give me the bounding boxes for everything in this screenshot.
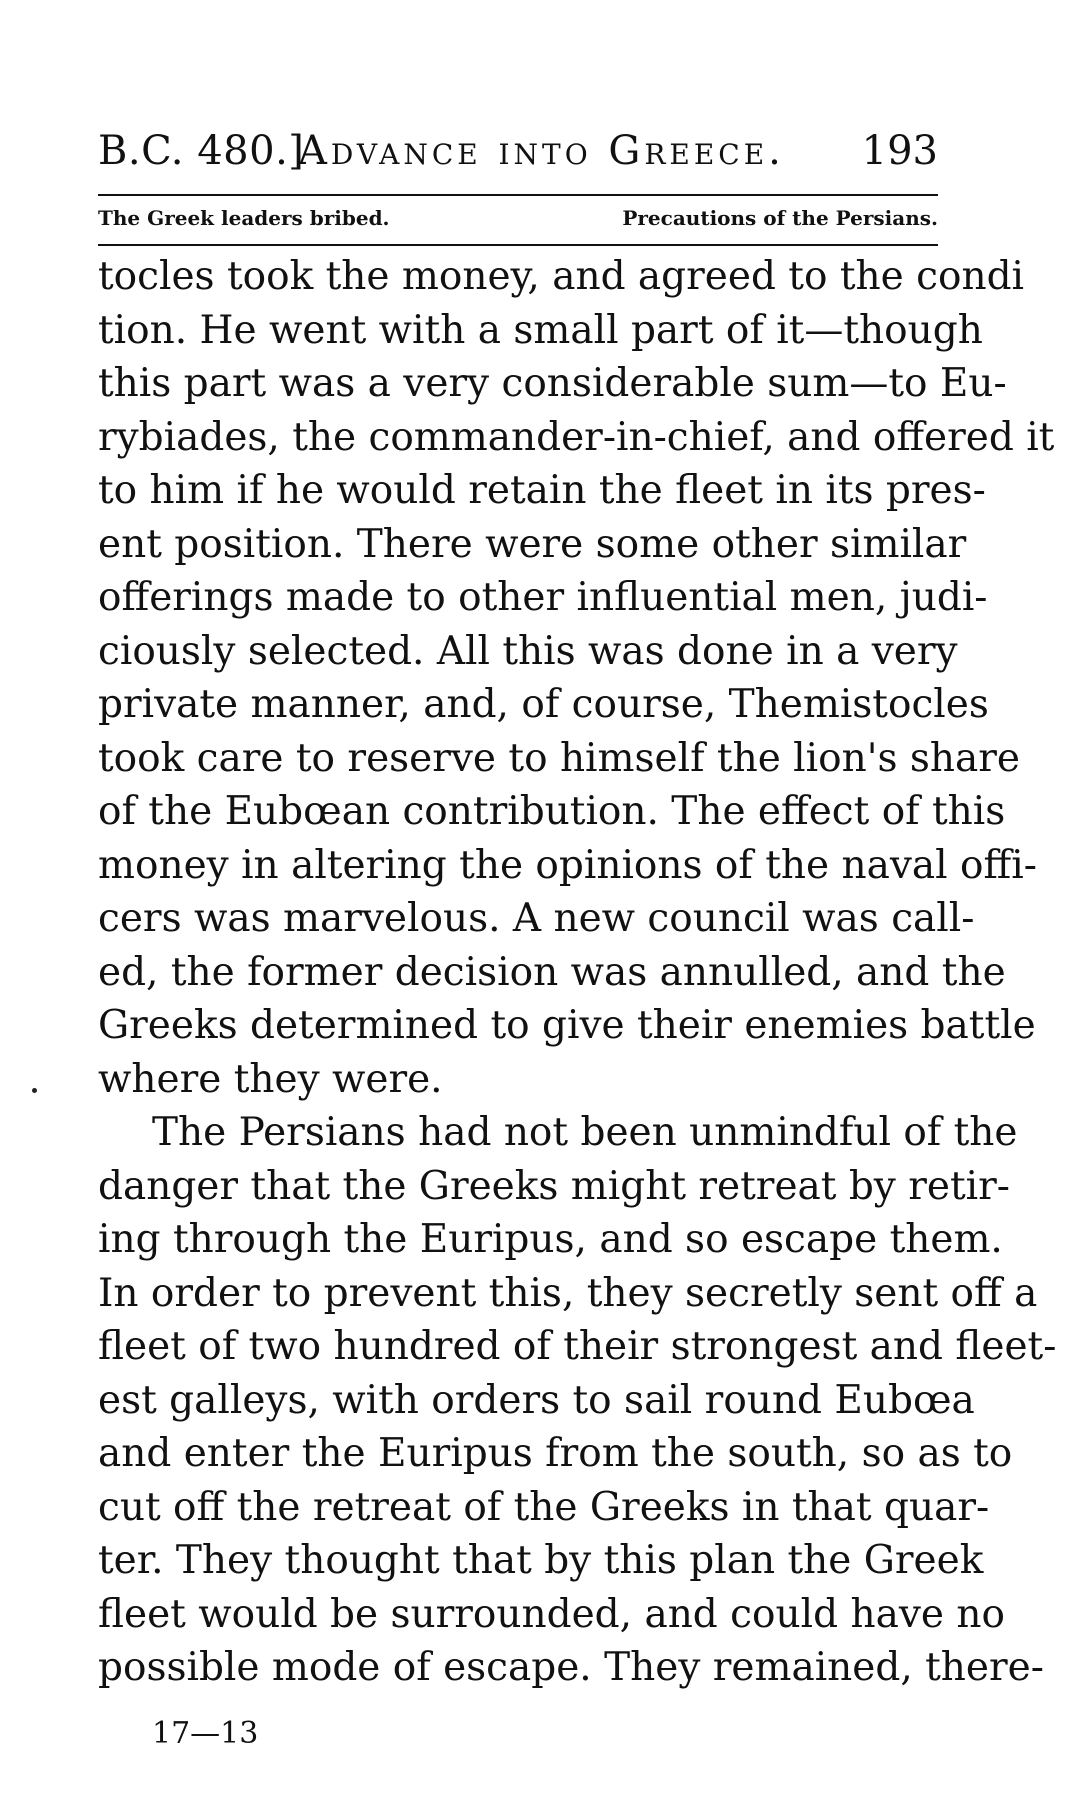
text-line: In order to prevent this, they secretly sent off a: [98, 1270, 1038, 1316]
text-line: this part was a very considerable sum—to Eu-: [98, 361, 1007, 406]
text-line: fleet would be surrounded, and could have no: [98, 1591, 1005, 1637]
text-line: tocles took the money, and agreed to the condi: [98, 254, 1025, 299]
text-line: est galleys, with orders to sail round Eubœa: [98, 1377, 975, 1423]
text-line: money in altering the opinions of the naval offi-: [98, 842, 1037, 888]
page-number: 193: [861, 128, 938, 174]
stray-ink-dot: [32, 1088, 37, 1093]
text-line: danger that the Greeks might retreat by retir-: [98, 1163, 1010, 1209]
text-line: private manner, and, of course, Themistocles: [98, 682, 989, 727]
sidehead-right: Precautions of the Persians.: [622, 206, 938, 230]
text-line: cut off the retreat of the Greeks in that quar-: [98, 1484, 990, 1530]
header-rule-top: [98, 194, 938, 196]
text-line: ter. They thought that by this plan the Greek: [98, 1538, 984, 1583]
text-line: where they were.: [98, 1056, 443, 1102]
paragraph-1: [98, 250, 1055, 1106]
text-line: ciously selected. All this was done in a very: [98, 628, 958, 674]
text-line: of the Eubœan contribution. The effect of this: [98, 789, 1006, 834]
text-line: to him if he would retain the fleet in its pres-: [98, 468, 986, 513]
text-line: possible mode of escape. They remained, there-: [98, 1645, 1044, 1690]
sideheads: [98, 206, 938, 238]
text-line: offerings made to other influential men, judi-: [98, 575, 988, 620]
text-line: ing through the Euripus, and so escape them.: [98, 1217, 1003, 1262]
text-line: tion. He went with a small part of it—though: [98, 307, 983, 353]
header-rule-bottom: [98, 244, 938, 246]
sidehead-left: The Greek leaders bribed.: [98, 206, 390, 230]
text-line: Greeks determined to give their enemies battle: [98, 1003, 1036, 1048]
text-line: ed, the former decision was annulled, and the: [98, 949, 1006, 995]
text-line: and enter the Euripus from the south, so as to: [98, 1431, 1013, 1476]
text-line: ent position. There were some other similar: [98, 521, 967, 567]
text-line: The Persians had not been unmindful of the: [152, 1110, 1018, 1155]
running-head: [98, 118, 938, 178]
running-head-date: B.C. 480.]: [98, 128, 305, 174]
running-head-title: Advance into Greece.: [298, 128, 785, 174]
text-line: fleet of two hundred of their strongest and fleet-: [98, 1324, 1057, 1369]
text-line: took care to reserve to himself the lion's share: [98, 735, 1020, 781]
body-text: [98, 250, 1057, 1695]
signature-mark: 17—13: [152, 1716, 259, 1751]
text-line: rybiades, the commander-in-chief, and offered it: [98, 414, 1055, 460]
paragraph-2: [98, 1106, 1057, 1695]
text-line: cers was marvelous. A new council was call-: [98, 896, 975, 941]
